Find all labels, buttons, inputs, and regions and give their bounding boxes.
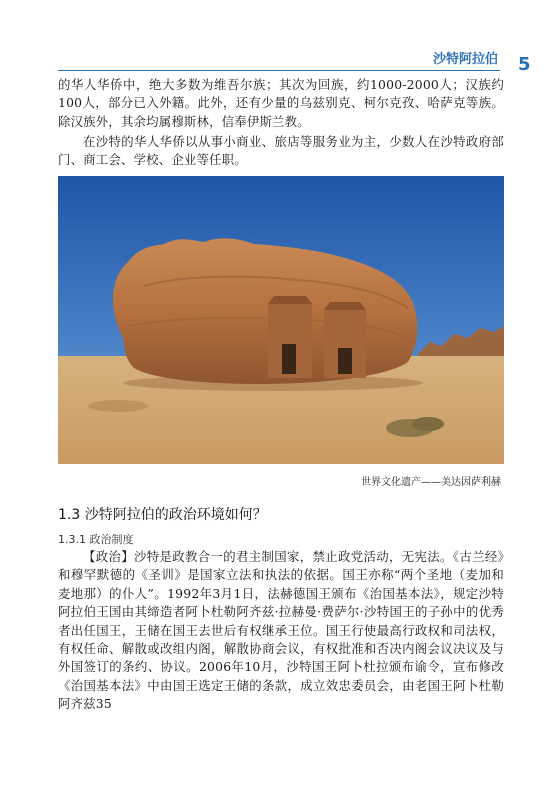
running-header: [58, 44, 500, 71]
page-number: 5: [518, 54, 531, 75]
figure-caption: 世界文化遗产——美达因萨利赫: [361, 477, 501, 488]
photo-madain-saleh: [58, 176, 504, 464]
header-title: 沙特阿拉伯: [432, 52, 498, 67]
paragraph-occupations: 在沙特的华人华侨以从事小商业、旅店等服务业为主，少数人在沙特政府部门、商工会、学校、企业等任职。: [58, 134, 504, 168]
subsection-heading: 1.3.1 政治制度: [58, 533, 134, 546]
paragraph-overseas-chinese: 的华人华侨中，绝大多数为维吾尔族；其次为回族，约1000-2000人；汉族约100人，部分已入外籍。此外，还有少量的乌兹别克、柯尔克孜、哈萨克等族。除汉族外，其余均属穆斯林，信奉伊斯兰教。: [58, 77, 504, 129]
rock-tomb-illustration: [58, 176, 504, 464]
paragraph-politics: 【政治】沙特是政教合一的君主制国家，禁止政党活动，无宪法。《古兰经》和穆罕默德的《圣训》是国家立法和执法的依据。国王亦称“两个圣地（麦加和麦地那）的仆人”。1992年3月1日，法赫德国王颁布《治国基本法》，规定沙特阿拉伯王国由其缔造者阿卜杜勒阿齐兹·拉赫曼·费萨尔·沙特国王的子孙中的优秀者出任国王，王储在国王去世后有权继承王位。国王行使最高行政权和司法权，有权任命、解散或改组内阁，解散协商会议，有权批准和否决内阁会议决议及与外国签订的条约、协议。2006年10月，沙特国王阿卜杜拉颁布谕令，宣布修改《治国基本法》中由国王选定王储的条款，成立效忠委员会，由老国王阿卜杜勒阿齐兹35: [58, 549, 504, 712]
section-heading: 1.3 沙特阿拉伯的政治环境如何？: [58, 507, 267, 523]
